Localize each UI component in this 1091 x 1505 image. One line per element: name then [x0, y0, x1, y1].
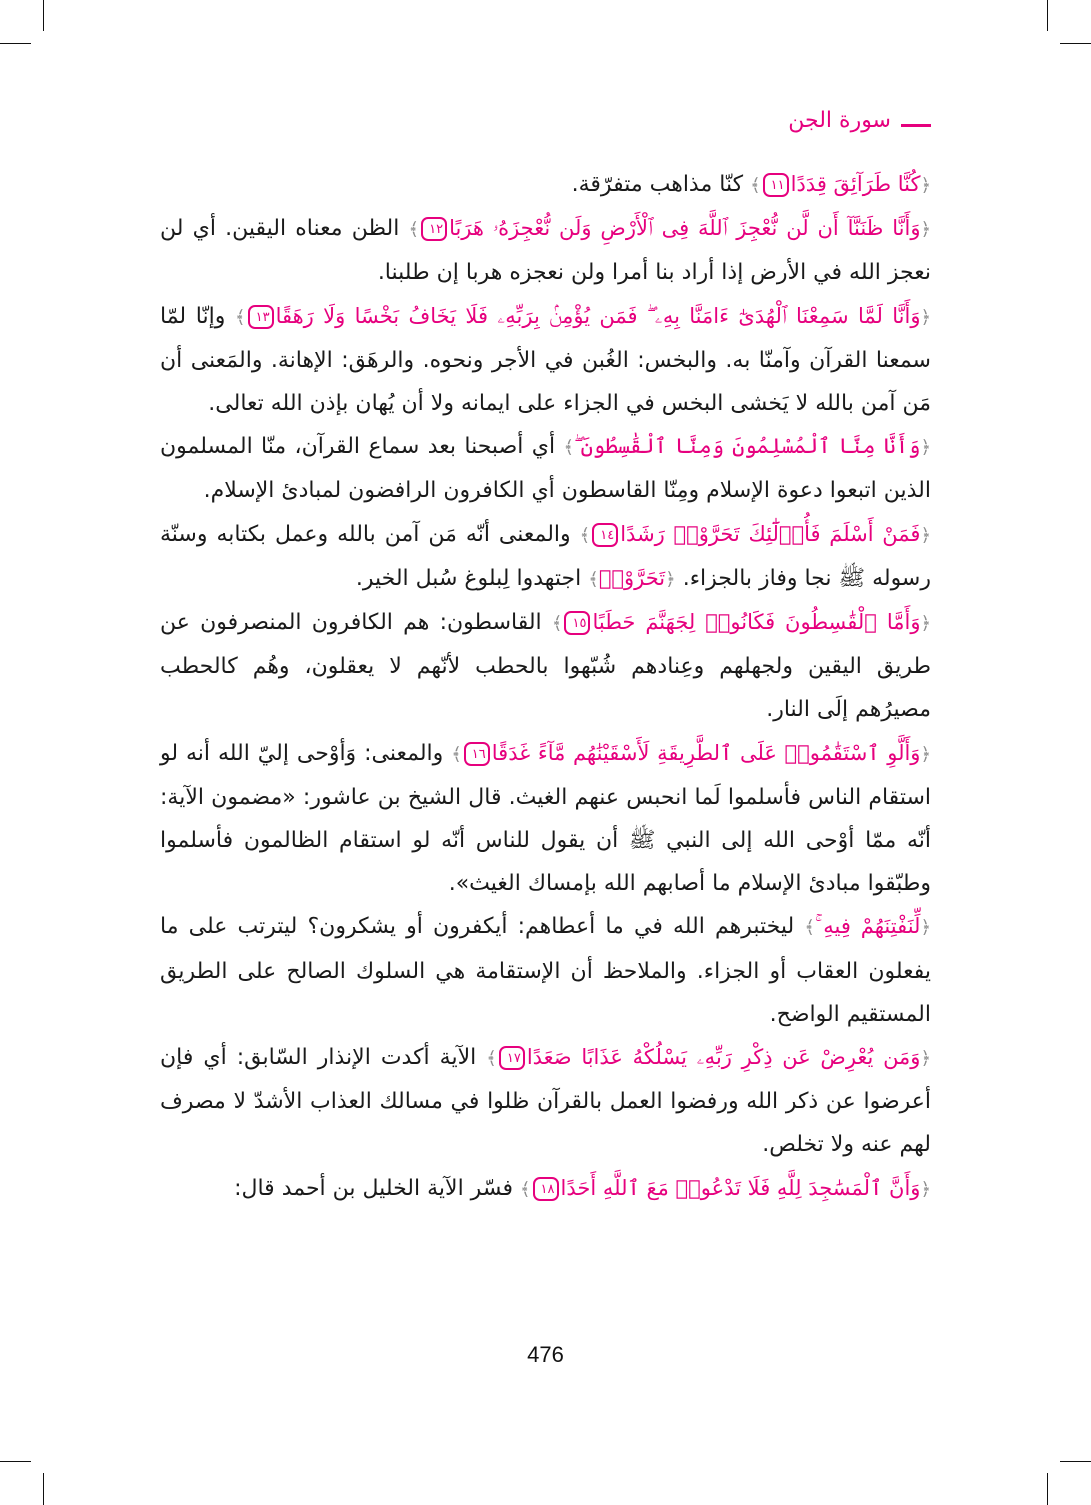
paragraph-ayah-11 [160, 163, 931, 207]
ayah-number-badge: ١٣ [248, 305, 274, 329]
bracket-close: ﴾ [408, 219, 420, 241]
paragraph-ayah-14 [160, 513, 931, 601]
page-header [788, 108, 931, 133]
bracket-open: ﴿ [920, 1178, 931, 1200]
bracket-open: ﴿ [920, 437, 931, 459]
commentary-text: ليختبرهم الله في ما أعطاهم: أيكفرون أو يشكرون؟ ليترتب على ما يفعلون العقاب أو الجزاء. والملاحظ أن الإستقامة هي السلوك الصالح على الطريق المستقيم الواضح. [160, 914, 931, 1027]
bracket-close: ﴾ [579, 524, 591, 546]
paragraph-ayah-15 [160, 601, 931, 732]
quran-verse: فَمَنْ أَسْلَمَ فَأُو۟لَٰٓئِكَ تَحَرَّوْا۟ رَشَدًا [620, 521, 921, 546]
commentary-text: القاسطون: هم الكافرون المنصرفون عن طريق اليقين ولجهلهم وعِنادهم شُبّهوا بالحطب لأنّهم لا يعقلون، وهُم كالحطب مصيرُهم إلَى النار. [160, 610, 931, 723]
quran-verse: وَأَنَّا لَمَّا سَمِعْنَا ٱلْهُدَىٰٓ ءَامَنَّا بِهِۦ ۖ فَمَن يُؤْمِنۢ بِرَبِّهِۦ فَلَا يَخَافُ بَخْسًا وَلَا رَهَقًا [275, 303, 921, 328]
ayah-number-badge: ١٢ [421, 217, 447, 241]
quran-word: تَحَرَّوْا۟ [598, 565, 666, 590]
crop-mark-bottom-left-vertical [43, 1473, 44, 1505]
commentary-text: أي أصبحنا بعد سماع القرآن، منّا المسلمون الذين اتبعوا دعوة الإسلام ومِنّا القاسطون أي الكافرون الرافضون لمبادئ الإسلام. [160, 434, 931, 504]
paragraph-ayah-12 [160, 207, 931, 294]
paragraph-ayah-18 [160, 1167, 931, 1211]
ayah-number-badge: ١١ [763, 173, 789, 197]
bracket-open: ﴿ [920, 1048, 931, 1070]
bracket-open: ﴿ [920, 175, 931, 196]
bracket-open: ﴿ [920, 219, 932, 241]
commentary-text: والمعنى أنّه مَن آمن بالله وعمل بكتابه وسنّة رسوله ﷺ نجا وفاز بالجزاء. [160, 521, 931, 591]
paragraph-ayah-16 [160, 732, 931, 906]
ayah-number-badge: ١٨ [533, 1177, 559, 1201]
bracket-close: ﴾ [804, 917, 815, 939]
quran-verse: وَأَنَّ ٱلْمَسَٰجِدَ لِلَّهِ فَلَا تَدْعُوا۟ مَعَ ٱللَّهِ أَحَدًا [560, 1175, 921, 1200]
commentary-text: اجتهدوا لِبلوغ سُبل الخير. [355, 565, 582, 591]
bracket-open: ﴿ [920, 917, 931, 939]
bracket-close: ﴾ [551, 613, 563, 635]
ayah-number-badge: ١٧ [499, 1046, 525, 1070]
bracket-open: ﴿ [920, 524, 931, 546]
quran-verse: كُنَّا طَرَآئِقَ قِدَدًا [790, 172, 921, 196]
commentary-text: وإنّا لمّا سمعنا القرآن وآمنّا به. والبخس: الغُبن في الأجر ونحوه. والرهَق: الإهانة. والمَعنى أن مَن آمن بالله لا يَخشى البخس في الجزاء على ايمانه ولا أن يُهان بإذن الله تعالى. [160, 303, 931, 417]
crop-mark-top-left-vertical [43, 0, 44, 31]
bracket-close: ﴾ [519, 1178, 531, 1200]
ayah-number-badge: ١٤ [592, 523, 618, 547]
crop-mark-bottom-left-horizontal [0, 1461, 31, 1462]
paragraph-ayah-17a [160, 905, 931, 1036]
bracket-open: ﴿ [665, 568, 676, 590]
commentary-text: والمعنى: وَأوْحى إليّ الله أنه لو استقام الناس فأسلموا لَما انحبس عنهم الغيث. قال الشيخ بن عاشور: «مضمون الآية: أنّه ممّا أوْحى الله إلى النبي ﷺ أن يقول للناس أنّه لو استقام الظالمون فأسلموا وطبّقوا مبادئ الإسلام ما أصابهم الله بإمساك الغيث». [160, 740, 931, 897]
crop-mark-top-right-vertical [1047, 0, 1048, 31]
paragraph-ayah-14a [160, 425, 931, 512]
quran-verse: وَأَلَّوِ ٱسْتَقَٰمُوا۟ عَلَى ٱلطَّرِيقَةِ لَأَسْقَيْنَٰهُم مَّآءً غَدَقًا [491, 740, 921, 765]
bracket-close: ﴾ [451, 743, 462, 765]
bracket-close: ﴾ [563, 437, 574, 459]
bracket-open: ﴿ [920, 743, 931, 765]
crop-mark-top-right-horizontal [1060, 43, 1091, 44]
commentary-text: الظن معناه اليقين. أي لن نعجز الله في الأرض إذا أراد بنا أمرا ولن نعجزه هربا إن طلبنا. [160, 216, 931, 286]
crop-mark-bottom-right-vertical [1047, 1473, 1048, 1505]
ayah-number-badge: ١٥ [564, 611, 590, 635]
quran-verse: وَأَنَّا مِنَّا ٱلْمُسْلِمُونَ وَمِنَّا ٱلْقَٰسِطُونَ ۖ [573, 434, 921, 459]
bracket-close: ﴾ [235, 306, 246, 328]
paragraph-ayah-17 [160, 1036, 931, 1167]
surah-title: سورة الجن [788, 108, 891, 133]
ayah-number-badge: ١٦ [464, 742, 490, 766]
commentary-body [160, 163, 931, 1211]
quran-verse: لِّنَفْتِنَهُمْ فِيهِ ۚ [814, 914, 921, 939]
crop-mark-top-left-horizontal [0, 43, 31, 44]
quran-verse: وَمَن يُعْرِضْ عَن ذِكْرِ رَبِّهِۦ يَسْلُكْهُ عَذَابًا صَعَدًا [526, 1045, 921, 1070]
bracket-close: ﴾ [588, 568, 599, 590]
quran-verse: وَأَمَّا ٱلْقَٰسِطُونَ فَكَانُوا۟ لِجَهَنَّمَ حَطَبًا [592, 610, 921, 635]
commentary-text: كنّا مذاهب متفرّقة. [571, 172, 744, 197]
commentary-text: فسّر الآية الخليل بن أحمد قال: [234, 1175, 513, 1201]
bracket-close: ﴾ [750, 175, 761, 196]
bracket-open: ﴿ [920, 306, 932, 328]
crop-mark-bottom-right-horizontal [1060, 1461, 1091, 1462]
paragraph-ayah-13 [160, 295, 931, 426]
bracket-open: ﴿ [920, 613, 932, 635]
page-number: 476 [527, 1342, 564, 1367]
commentary-text: الآية أكدت الإنذار السّابق: أي فإن أعرضوا عن ذكر الله ورفضوا العمل بالقرآن ظلوا في مسالك العذاب الأشدّ لا مصرف لهم عنه ولا تخلص. [160, 1045, 931, 1158]
header-rule [901, 124, 931, 127]
quran-verse: وَأَنَّا ظَنَنَّآ أَن لَّن نُّعْجِزَ ٱللَّهَ فِى ٱلْأَرْضِ وَلَن نُّعْجِزَهُۥ هَرَبًا [449, 216, 921, 241]
bracket-close: ﴾ [486, 1048, 497, 1070]
